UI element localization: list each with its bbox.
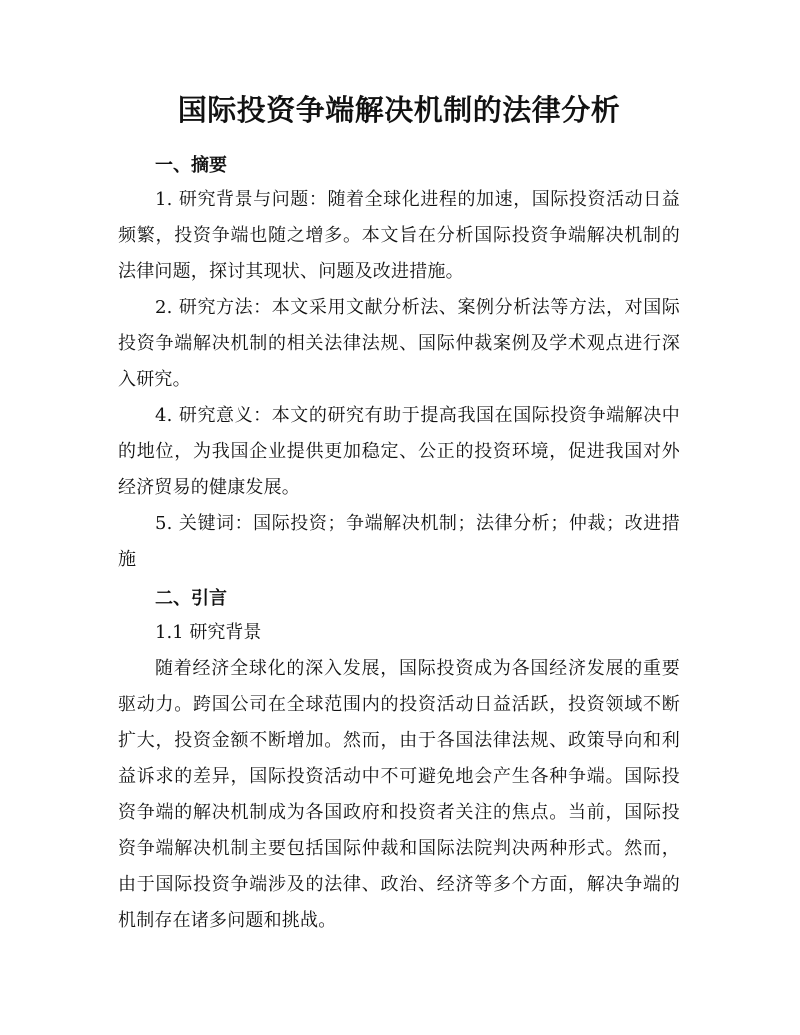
document-page bbox=[118, 88, 680, 939]
section-heading-introduction: 二、引言 bbox=[155, 588, 227, 609]
section-introduction bbox=[118, 582, 680, 939]
section-abstract bbox=[118, 149, 680, 578]
subsection-heading-background: 1.1 研究背景 bbox=[155, 622, 262, 643]
introduction-background-paragraph: 随着经济全球化的深入发展，国际投资成为各国经济发展的重要驱动力。跨国公司在全球范围内的投资活动日益活跃，投资领域不断扩大，投资金额不断增加。然而，由于各国法律法规、政策导向和利益诉求的差异，国际投资活动中不可避免地会产生各种争端。国际投资争端的解决机制成为各国政府和投资者关注的焦点。当前，国际投资争端解决机制主要包括国际仲裁和国际法院判决两种形式。然而，由于国际投资争端涉及的法律、政治、经济等多个方面，解决争端的机制存在诸多问题和挑战。 bbox=[118, 658, 680, 931]
abstract-significance: 4. 研究意义：本文的研究有助于提高我国在国际投资争端解决中的地位，为我国企业提供更加稳定、公正的投资环境，促进我国对外经济贸易的健康发展。 bbox=[118, 405, 680, 498]
abstract-keywords: 5. 关键词：国际投资；争端解决机制；法律分析；仲裁；改进措施 bbox=[118, 513, 680, 570]
document-title: 国际投资争端解决机制的法律分析 bbox=[177, 93, 621, 127]
abstract-methods: 2. 研究方法：本文采用文献分析法、案例分析法等方法，对国际投资争端解决机制的相关法律法规、国际仲裁案例及学术观点进行深入研究。 bbox=[118, 297, 680, 390]
abstract-background: 1. 研究背景与问题：随着全球化进程的加速，国际投资活动日益频繁，投资争端也随之增多。本文旨在分析国际投资争端解决机制的法律问题，探讨其现状、问题及改进措施。 bbox=[118, 189, 680, 282]
section-heading-abstract: 一、摘要 bbox=[155, 155, 227, 176]
